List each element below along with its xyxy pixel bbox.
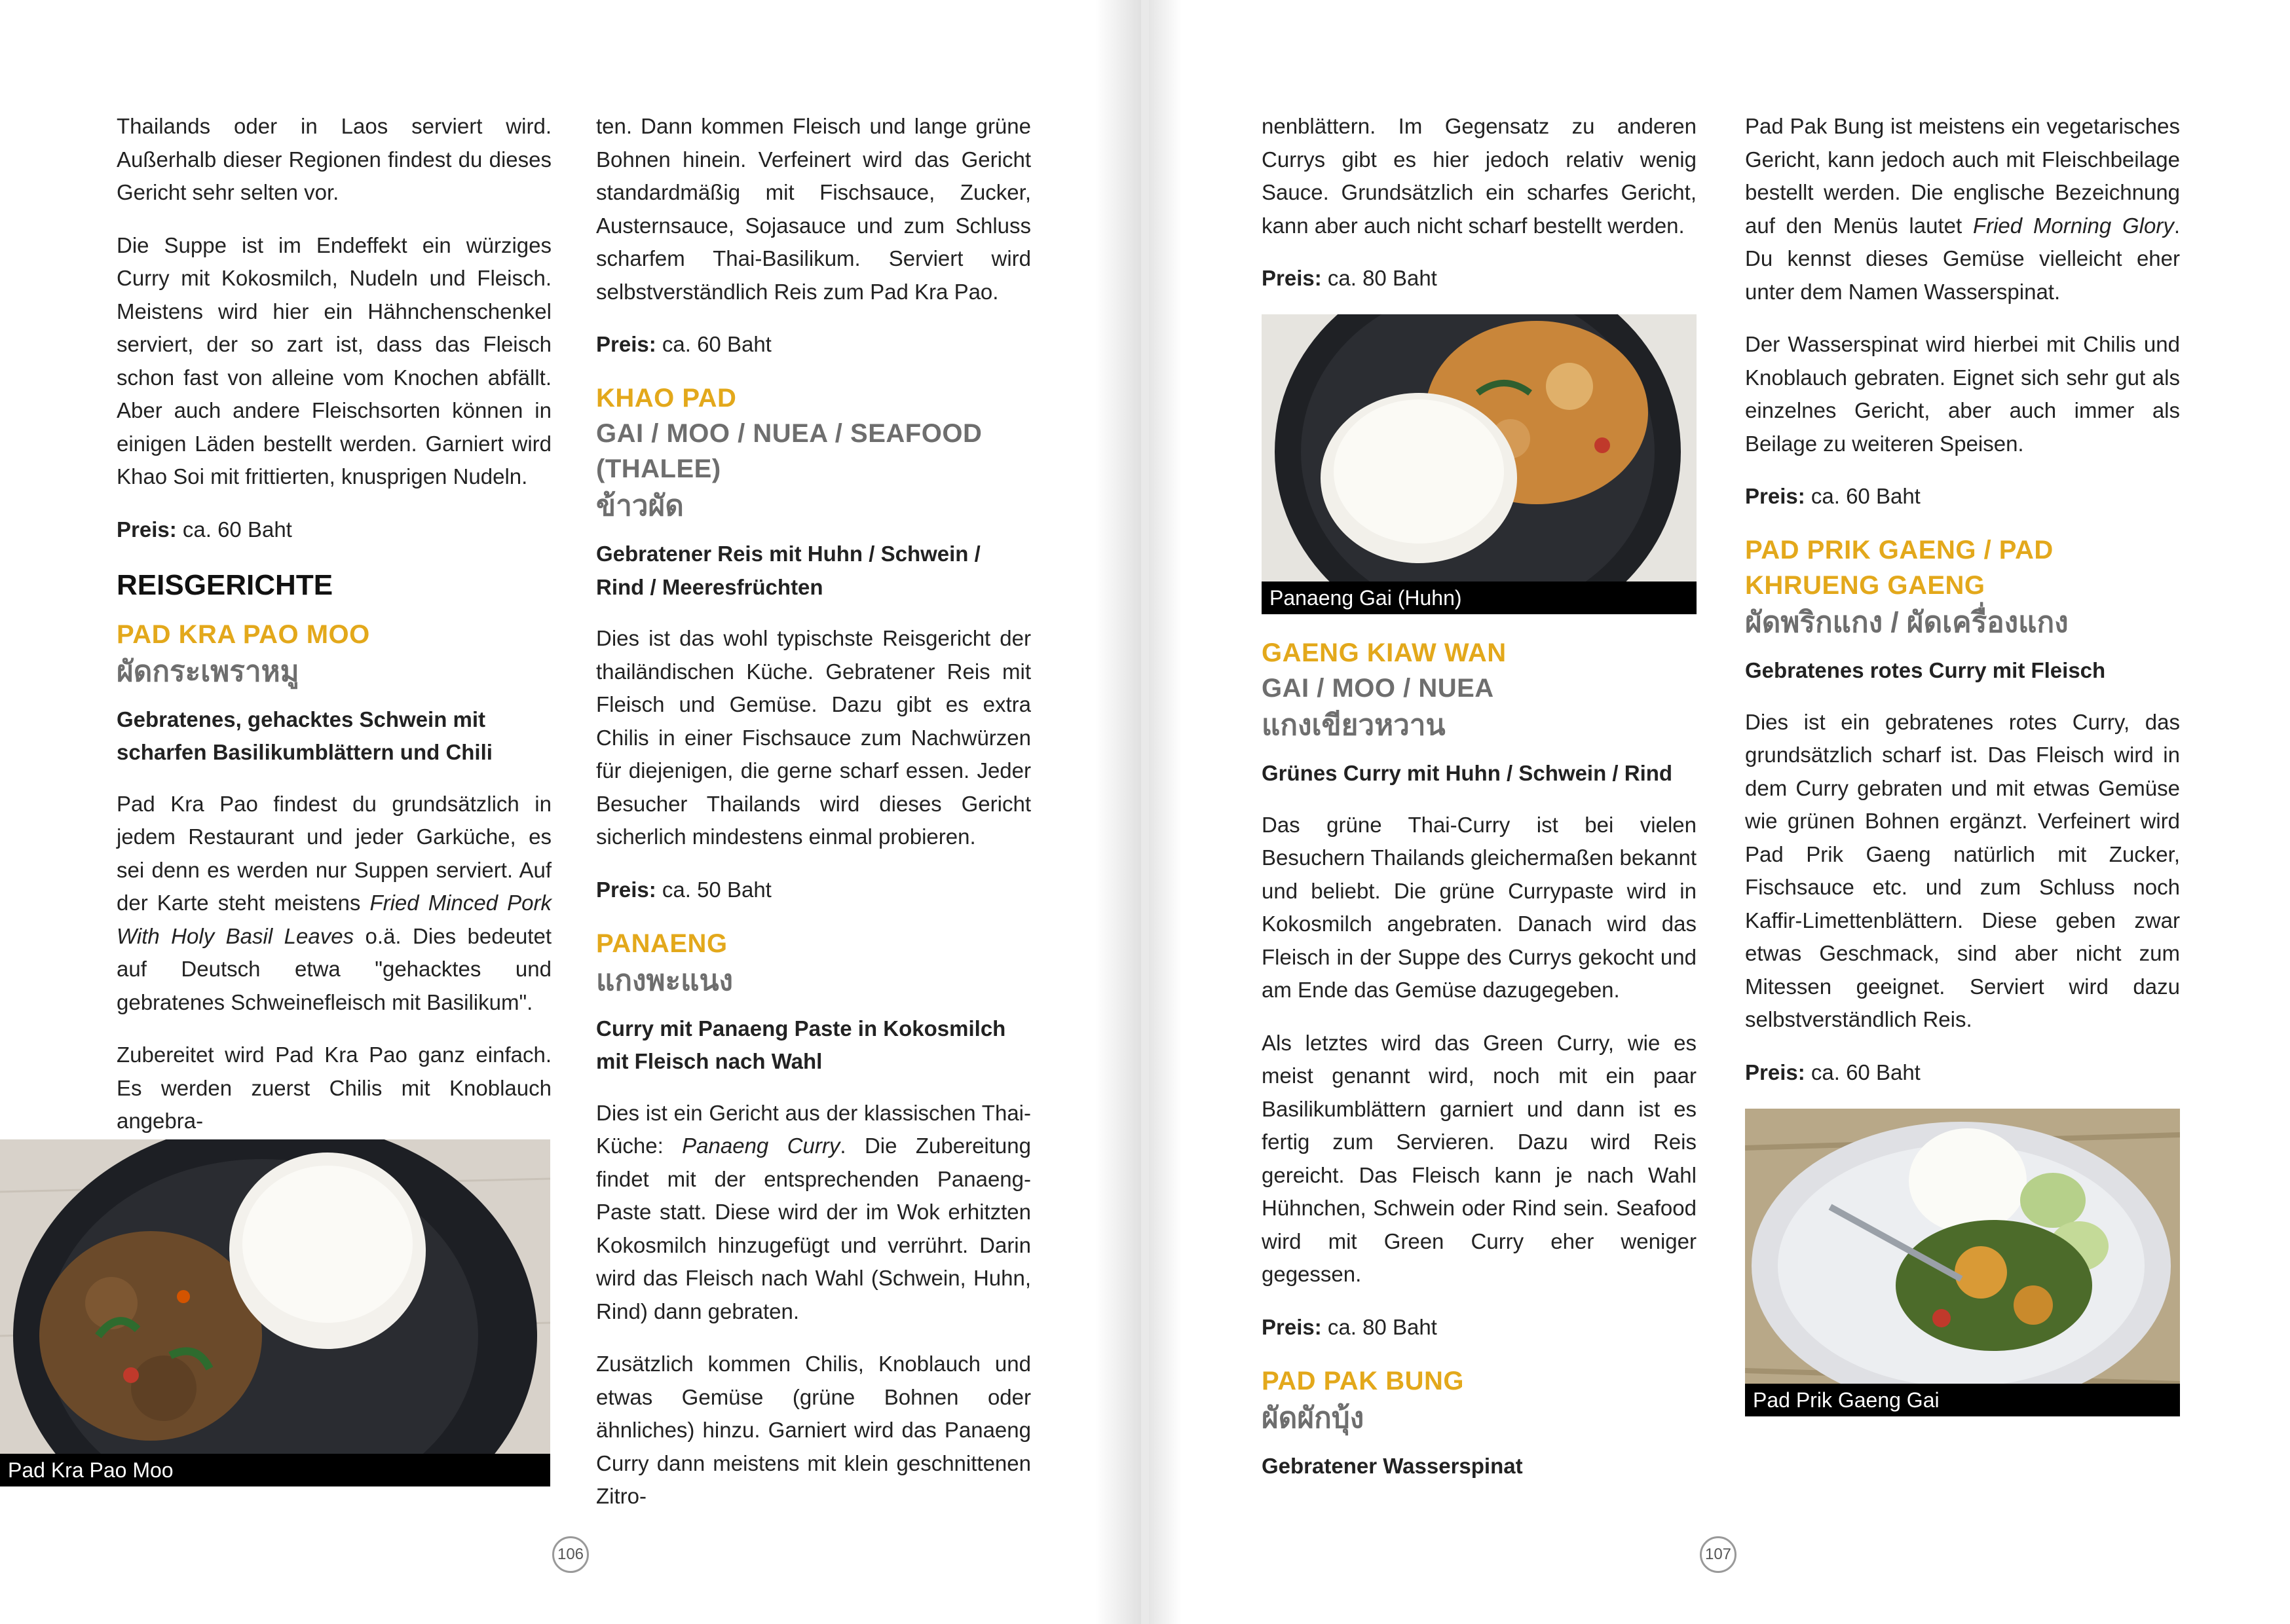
paragraph: nenblättern. Im Gegensatz zu anderen Currys gibt es hier jedoch relativ wenig Sauce. Grundsätzlich ein scharfes Gericht, kann aber auch nicht scharf bestellt werden.: [1262, 114, 1697, 238]
text: Pad Kra Pao findest du grundsätzlich in jedem Restaurant und jeder Garküche, es sei denn es werden nur Suppen serviert. Auf der Karte steht meistens: [117, 791, 552, 915]
price-value: ca. 80 Baht: [1321, 1314, 1437, 1339]
price-line: [1262, 262, 1697, 295]
price-label: Preis:: [596, 332, 656, 356]
price-label: Preis:: [1745, 1060, 1805, 1084]
price-label: Preis:: [117, 517, 177, 542]
photo-pad-kra-pao-moo: [0, 1139, 550, 1486]
paragraph: [117, 788, 552, 1020]
dish-thai-name: ผัดพริกแกง / ผัดเครื่องแกง: [1745, 606, 2069, 638]
price-value: ca. 60 Baht: [656, 332, 772, 356]
right-page: [1149, 0, 2290, 1624]
dish-subtitle: Gebratenes rotes Curry mit Fleisch: [1745, 658, 2106, 682]
food-image: [1262, 314, 1697, 614]
dish-thai-name: แกงเขียวหวาน: [1262, 709, 1446, 741]
photo-panaeng-gai: [1262, 314, 1697, 614]
price-line: [596, 874, 1031, 906]
price-label: Preis:: [1262, 266, 1322, 290]
right-column-2: [1745, 110, 2180, 1416]
paragraph: Als letztes wird das Green Curry, wie es meist genannt wird, noch mit ein paar Basilikumblättern garniert und dann ist es fertig zum Servieren. Dazu wird Reis gereicht. Das Fleisch kann je nach Wahl Hühnchen, Schwein oder Rind sein. Seafood wird mit Green Curry eher weniger gegessen.: [1262, 1030, 1697, 1286]
dish-variants: GAI / MOO / NUEA / SEAFOOD (THALEE): [596, 419, 983, 483]
dish-thai-name: ผัดกระเพราหมู: [117, 655, 299, 688]
price-value: ca. 60 Baht: [1805, 484, 1921, 508]
paragraph: Die Suppe ist im Endeffekt ein würziges Curry mit Kokosmilch, Nudeln und Fleisch. Meistens wird hier ein Hähnchenschenkel serviert, der so zart ist, dass das Fleisch schon fast von alleine vom Knochen abfällt. Aber auch andere Fleischsorten können in einigen Läden bestellt werden. Garniert wird Khao Soi mit frittierten, knusprigen Nudeln.: [117, 232, 552, 489]
section-heading: REISGERICHTE: [117, 568, 333, 601]
gutter-shadow: [1149, 0, 1182, 1624]
dish-variants: GAI / MOO / NUEA: [1262, 674, 1494, 703]
paragraph: [1745, 110, 2180, 308]
price-value: ca. 50 Baht: [656, 877, 772, 902]
paragraph: [596, 1097, 1031, 1329]
italic-text: Fried Morning Glory: [1972, 213, 2174, 238]
food-image: [0, 1139, 550, 1486]
price-label: Preis:: [1745, 484, 1805, 508]
dish-title: PAD KRA PAO MOO: [117, 619, 370, 649]
paragraph: Das grüne Thai-Curry ist bei vielen Besuchern Thailands gleichermaßen bekannt und beliebt. Die grüne Currypaste wird in Kokosmilch angebraten. Danach wird das Fleisch in der Suppe des Currys gekocht und am Ende das Gemüse dazugegeben.: [1262, 812, 1697, 1002]
dish-subtitle: Grünes Curry mit Huhn / Schwein / Rind: [1262, 761, 1673, 785]
paragraph: ten. Dann kommen Fleisch und lange grüne Bohnen hinein. Verfeinert wird das Gericht standardmäßig mit Fischsauce, Zucker, Austernsauce, Sojasauce und zum Schluss scharfem Thai-Basilikum. Serviert wird selbstverständlich Reis zum Pad Kra Pao.: [596, 114, 1031, 304]
paragraph: Zubereitet wird Pad Kra Pao ganz einfach. Es werden zuerst Chilis mit Knoblauch angebra-: [117, 1043, 552, 1133]
text: . Du kennst dieses Gemüse vielleicht eher unter dem Namen Wasserspinat.: [1745, 213, 2180, 304]
photo-caption: Pad Prik Gaeng Gai: [1745, 1384, 2180, 1416]
food-image: [1745, 1109, 2180, 1416]
page-number: 107: [1700, 1536, 1736, 1573]
price-value: ca. 80 Baht: [1321, 266, 1437, 290]
gutter-shadow: [1095, 0, 1141, 1624]
paragraph: Dies ist ein gebratenes rotes Curry, das grundsätzlich scharf ist. Das Fleisch wird in dem Curry gebraten und mit etwas Gemüse wie grünen Bohnen ergänzt. Verfeinert wird Pad Prik Gaeng natürlich mit Zucker, Fischsauce etc. und zum Schluss noch Kaffir-Limettenblättern. Diese geben zwar etwas Geschmack, sind aber nicht zum Mitessen geeignet. Serviert wird dazu selbstverständlich Reis.: [1745, 709, 2180, 1031]
paragraph: Thailands oder in Laos serviert wird. Außerhalb dieser Regionen findest du dieses Gericht sehr selten vor.: [117, 114, 552, 204]
dish-subtitle: Curry mit Panaeng Paste in Kokosmilch mit Fleisch nach Wahl: [596, 1016, 1006, 1073]
page-number: 106: [552, 1536, 589, 1573]
price-line: [1262, 1311, 1697, 1344]
price-line: [1745, 480, 2180, 513]
text: Pad Pak Bung ist meistens ein vegetarisches Gericht, kann jedoch auch mit Fleischbeilage bestellt werden. Die englische Bezeichnung auf den Menüs lautet: [1745, 114, 2180, 238]
photo-pad-prik-gaeng-gai: [1745, 1109, 2180, 1416]
italic-text: Fried Minced Pork With Holy Basil Leaves: [117, 891, 552, 948]
right-column-1: [1262, 110, 1697, 1501]
price-value: ca. 60 Baht: [176, 517, 292, 542]
left-column-1: [117, 110, 552, 1158]
price-line: [117, 513, 552, 546]
price-line: [1745, 1056, 2180, 1089]
dish-thai-name: แกงพะแนง: [596, 964, 734, 997]
price-label: Preis:: [1262, 1314, 1322, 1339]
left-column-2: [596, 110, 1031, 1533]
photo-caption: Panaeng Gai (Huhn): [1262, 581, 1697, 614]
dish-thai-name: ข้าวผัด: [596, 490, 684, 522]
price-label: Preis:: [596, 877, 656, 902]
price-line: [596, 328, 1031, 361]
dish-subtitle: Gebratener Reis mit Huhn / Schwein / Rind / Meeresfrüchten: [596, 542, 981, 599]
dish-title: KHAO PAD: [596, 384, 737, 413]
dish-title: PAD PAK BUNG: [1262, 1366, 1464, 1395]
photo-caption: Pad Kra Pao Moo: [0, 1454, 550, 1486]
dish-subtitle: Gebratener Wasserspinat: [1262, 1453, 1523, 1478]
text: o.ä. Dies bedeutet auf Deutsch etwa "gehacktes und gebratenes Schweinefleisch mit Basilikum".: [117, 923, 552, 1014]
text: Dies ist ein Gericht aus der klassischen Thai-Küche:: [596, 1100, 1031, 1158]
paragraph: Zusätzlich kommen Chilis, Knoblauch und etwas Gemüse (grüne Bohnen oder ähnliches) hinzu. Garniert wird das Panaeng Curry dann meistens mit klein geschnittenen Zitro-: [596, 1352, 1031, 1508]
dish-subtitle: Gebratenes, gehacktes Schwein mit scharfen Basilikumblättern und Chili: [117, 707, 493, 764]
dish-thai-name: ผัดผักบุ้ง: [1262, 1401, 1364, 1434]
text: . Die Zubereitung findet mit der entsprechenden Panaeng-Paste statt. Diese wird der im Wok erhitzten Kokosmilch hinzugefügt und verrührt. Darin wird das Fleisch nach Wahl (Schwein, Huhn, Rind) dann gebraten.: [596, 1134, 1031, 1323]
paragraph: Dies ist das wohl typischste Reisgericht der thailändischen Küche. Gebratener Reis mit Fleisch und Gemüse. Dazu gibt es extra Chilis in einer Fischsauce zum Nachwürzen für diejenigen, die gerne scharf essen. Jeder Besucher Thailands wird dieses Gericht sicherlich mindestens einmal probieren.: [596, 626, 1031, 849]
dish-title: PANAENG: [596, 929, 728, 958]
paragraph: Der Wasserspinat wird hierbei mit Chilis und Knoblauch gebraten. Eignet sich sehr gut als einzelnes Gericht, aber auch immer als Beilage zu weiteren Speisen.: [1745, 332, 2180, 456]
left-page: [0, 0, 1141, 1624]
dish-title: GAENG KIAW WAN: [1262, 638, 1507, 667]
italic-text: Panaeng Curry: [682, 1134, 840, 1158]
dish-title: PAD PRIK GAENG / PAD KHRUENG GAENG: [1745, 536, 2054, 600]
price-value: ca. 60 Baht: [1805, 1060, 1921, 1084]
